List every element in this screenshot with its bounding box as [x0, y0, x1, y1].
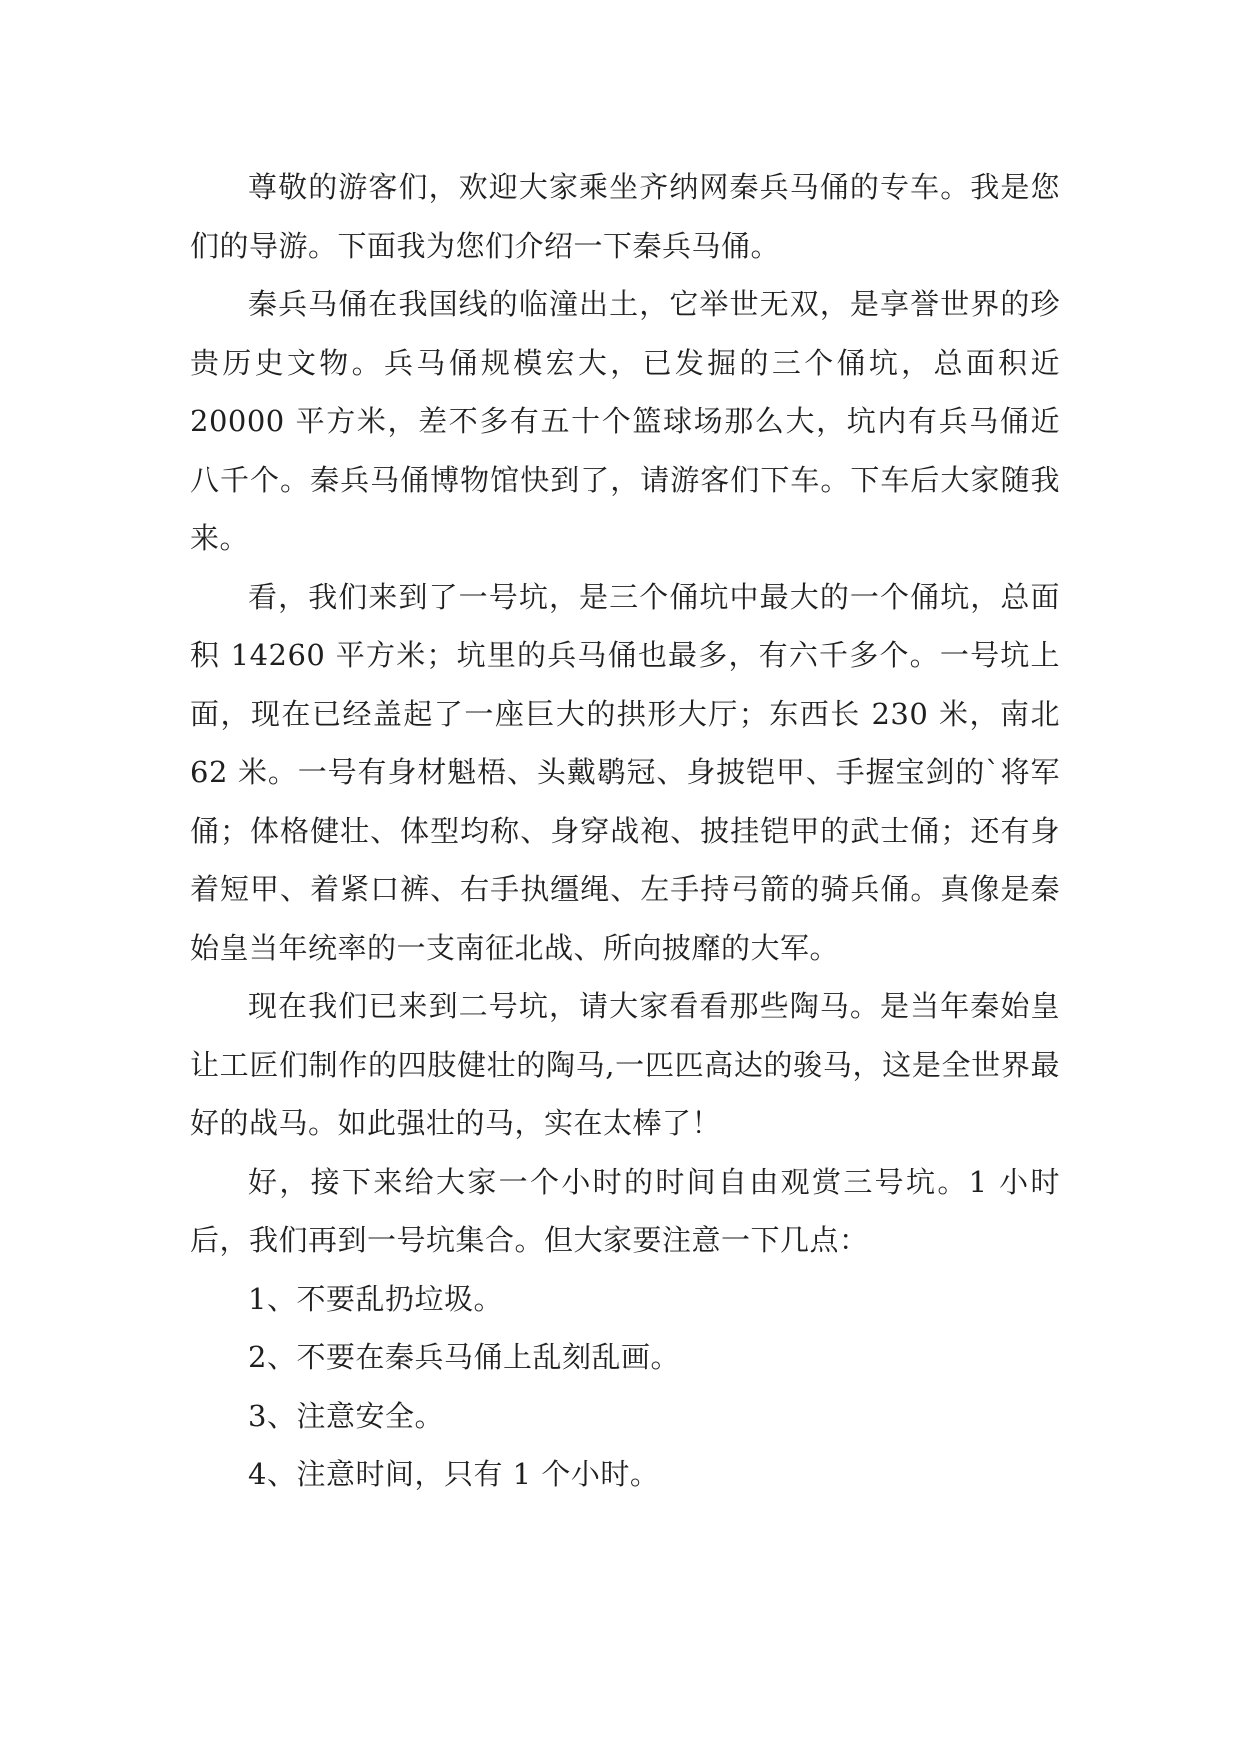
- document-body: [190, 158, 1070, 1504]
- paragraph-overview: 秦兵马俑在我国线的临潼出土，它举世无双，是享誉世界的珍贵历史文物。兵马俑规模宏大，已发掘的三个俑坑，总面积近 20000 平方米，差不多有五十个篮球场那么大，坑内有兵马俑近八千个。秦兵马俑博物馆快到了，请游客们下车。下车后大家随我来。: [190, 287, 1070, 555]
- list-item-rule-4: 4、注意时间，只有 1 个小时。: [248, 1457, 660, 1491]
- paragraph-intro: 尊敬的游客们，欢迎大家乘坐齐纳网秦兵马俑的专车。我是您们的导游。下面我为您们介绍一下秦兵马俑。: [190, 170, 1060, 263]
- paragraph-pit-three: 好，接下来给大家一个小时的时间自由观赏三号坑。1 小时后，我们再到一号坑集合。但大家要注意一下几点：: [190, 1164, 1060, 1257]
- list-item-rule-1: 1、不要乱扔垃圾。: [248, 1281, 503, 1316]
- paragraph-pit-two: 现在我们已来到二号坑，请大家看看那些陶马。是当年秦始皇让工匠们制作的四肢健壮的陶马,一匹匹高达的骏马，这是全世界最好的战马。如此强壮的马，实在太棒了！: [190, 989, 1060, 1140]
- list-item-rule-2: 2、不要在秦兵马俑上乱刻乱画。: [248, 1340, 680, 1374]
- paragraph-pit-one: 看，我们来到了一号坑，是三个俑坑中最大的一个俑坑，总面积 14260 平方米；坑里的兵马俑也最多，有六千多个。一号坑上面，现在已经盖起了一座巨大的拱形大厅；东西长 230 米，南北 62 米。一号有身材魁梧、头戴鹖冠、身披铠甲、手握宝剑的`将军俑；体格健壮、体型均称、身穿战袍、披挂铠甲的武士俑；还有身着短甲、着紧口裤、右手执缰绳、左手持弓箭的骑兵俑。真像是秦始皇当年统率的一支南征北战、所向披靡的大军。: [190, 579, 1070, 965]
- list-item-rule-3: 3、注意安全。: [248, 1398, 444, 1433]
